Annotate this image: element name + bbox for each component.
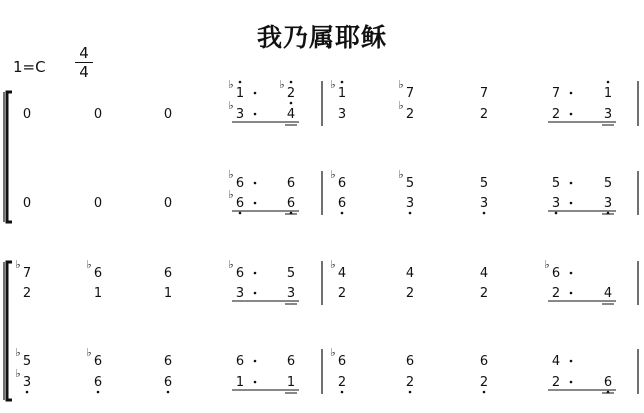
jianpu-note: 2 xyxy=(405,375,415,390)
jianpu-note: 2 xyxy=(551,107,561,122)
jianpu-note: 4 xyxy=(551,354,561,369)
jianpu-note: 2 xyxy=(405,286,415,301)
flat-sign: ♭ xyxy=(86,346,92,359)
jianpu-note: 6 xyxy=(603,375,613,390)
jianpu-note: 4 xyxy=(603,286,613,301)
jianpu-note: 2 xyxy=(551,286,561,301)
jianpu-note: 6 xyxy=(163,375,173,390)
flat-sign: ♭ xyxy=(330,78,336,91)
flat-sign: ♭ xyxy=(15,367,21,380)
jianpu-note: 6 xyxy=(286,354,296,369)
jianpu-note: 6 xyxy=(235,176,245,191)
augmentation-dot xyxy=(254,202,257,205)
jianpu-note: 3 xyxy=(337,107,347,122)
flat-sign: ♭ xyxy=(330,168,336,181)
jianpu-note: 1 xyxy=(235,375,245,390)
jianpu-note: 4 xyxy=(286,107,296,122)
jianpu-note: 1 xyxy=(337,86,347,101)
jianpu-note: 6 xyxy=(286,196,296,211)
octave-low-dot xyxy=(290,102,293,105)
octave-low-dot xyxy=(26,391,29,394)
augmentation-dot xyxy=(254,113,257,116)
jianpu-note: 2 xyxy=(479,286,489,301)
jianpu-note: 1 xyxy=(286,375,296,390)
system-bracket xyxy=(7,92,12,222)
jianpu-note: 6 xyxy=(235,354,245,369)
time-signature-numerator: 4 xyxy=(79,44,89,62)
octave-high-dot xyxy=(341,81,344,84)
jianpu-note: 6 xyxy=(93,354,103,369)
jianpu-note: 2 xyxy=(479,375,489,390)
jianpu-note: 7 xyxy=(551,86,561,101)
augmentation-dot xyxy=(254,272,257,275)
jianpu-note: 7 xyxy=(405,86,415,101)
flat-sign: ♭ xyxy=(228,168,234,181)
time-signature-denominator: 4 xyxy=(79,63,89,81)
octave-high-dot xyxy=(290,81,293,84)
jianpu-note: 4 xyxy=(337,266,347,281)
jianpu-note: 5 xyxy=(22,354,32,369)
flat-sign: ♭ xyxy=(330,346,336,359)
jianpu-note: 4 xyxy=(405,266,415,281)
octave-low-dot xyxy=(97,391,100,394)
octave-low-dot xyxy=(483,212,486,215)
song-title: 我乃属耶稣 xyxy=(256,23,387,52)
system-bracket xyxy=(7,262,12,400)
jianpu-note: 3 xyxy=(286,286,296,301)
jianpu-note: 1 xyxy=(603,86,613,101)
jianpu-note: 7 xyxy=(22,266,32,281)
flat-sign: ♭ xyxy=(15,258,21,271)
octave-low-dot xyxy=(341,391,344,394)
flat-sign: ♭ xyxy=(398,168,404,181)
augmentation-dot xyxy=(570,202,573,205)
jianpu-note: 3 xyxy=(479,196,489,211)
jianpu-note: 0 xyxy=(93,107,103,122)
augmentation-dot xyxy=(254,92,257,95)
jianpu-note: 6 xyxy=(405,354,415,369)
jianpu-note: 5 xyxy=(603,176,613,191)
jianpu-note: 6 xyxy=(337,176,347,191)
jianpu-note: 3 xyxy=(405,196,415,211)
flat-sign: ♭ xyxy=(330,258,336,271)
octave-low-dot xyxy=(409,391,412,394)
key-signature: 1=C xyxy=(13,58,46,76)
augmentation-dot xyxy=(254,182,257,185)
jianpu-note: 6 xyxy=(235,196,245,211)
jianpu-note: 2 xyxy=(551,375,561,390)
jianpu-note: 0 xyxy=(163,107,173,122)
augmentation-dot xyxy=(254,381,257,384)
flat-sign: ♭ xyxy=(228,188,234,201)
jianpu-note: 6 xyxy=(163,354,173,369)
jianpu-note: 5 xyxy=(405,176,415,191)
jianpu-note: 1 xyxy=(93,286,103,301)
jianpu-note: 3 xyxy=(603,107,613,122)
jianpu-note: 6 xyxy=(93,266,103,281)
octave-low-dot xyxy=(167,391,170,394)
jianpu-note: 3 xyxy=(603,196,613,211)
flat-sign: ♭ xyxy=(398,99,404,112)
octave-low-dot xyxy=(341,212,344,215)
jianpu-note: 5 xyxy=(286,266,296,281)
flat-sign: ♭ xyxy=(15,346,21,359)
jianpu-note: 6 xyxy=(163,266,173,281)
jianpu-note: 2 xyxy=(286,86,296,101)
jianpu-note: 2 xyxy=(337,375,347,390)
jianpu-note: 3 xyxy=(551,196,561,211)
jianpu-note: 0 xyxy=(22,196,32,211)
jianpu-note: 6 xyxy=(93,375,103,390)
jianpu-note: 6 xyxy=(235,266,245,281)
jianpu-note: 3 xyxy=(235,107,245,122)
augmentation-dot xyxy=(570,113,573,116)
augmentation-dot xyxy=(570,381,573,384)
jianpu-note: 5 xyxy=(551,176,561,191)
augmentation-dot xyxy=(570,360,573,363)
augmentation-dot xyxy=(570,292,573,295)
jianpu-note: 2 xyxy=(405,107,415,122)
augmentation-dot xyxy=(570,272,573,275)
flat-sign: ♭ xyxy=(86,258,92,271)
octave-low-dot xyxy=(239,212,242,215)
flat-sign: ♭ xyxy=(228,78,234,91)
jianpu-note: 4 xyxy=(479,266,489,281)
jianpu-note: 3 xyxy=(235,286,245,301)
jianpu-note: 0 xyxy=(93,196,103,211)
jianpu-note: 7 xyxy=(479,86,489,101)
flat-sign: ♭ xyxy=(544,258,550,271)
jianpu-note: 2 xyxy=(479,107,489,122)
jianpu-note: 5 xyxy=(479,176,489,191)
augmentation-dot xyxy=(254,292,257,295)
flat-sign: ♭ xyxy=(279,78,285,91)
jianpu-note: 6 xyxy=(337,196,347,211)
octave-high-dot xyxy=(607,81,610,84)
augmentation-dot xyxy=(254,360,257,363)
jianpu-note: 6 xyxy=(286,176,296,191)
octave-low-dot xyxy=(555,212,558,215)
octave-high-dot xyxy=(239,81,242,84)
jianpu-note: 6 xyxy=(337,354,347,369)
jianpu-note: 6 xyxy=(479,354,489,369)
augmentation-dot xyxy=(570,92,573,95)
flat-sign: ♭ xyxy=(228,258,234,271)
flat-sign: ♭ xyxy=(398,78,404,91)
octave-low-dot xyxy=(483,391,486,394)
jianpu-note: 2 xyxy=(337,286,347,301)
jianpu-note: 3 xyxy=(22,375,32,390)
jianpu-note: 6 xyxy=(551,266,561,281)
flat-sign: ♭ xyxy=(228,99,234,112)
augmentation-dot xyxy=(570,182,573,185)
jianpu-note: 1 xyxy=(235,86,245,101)
jianpu-note: 0 xyxy=(22,107,32,122)
jianpu-note: 0 xyxy=(163,196,173,211)
jianpu-note: 1 xyxy=(163,286,173,301)
octave-low-dot xyxy=(409,212,412,215)
jianpu-note: 2 xyxy=(22,286,32,301)
